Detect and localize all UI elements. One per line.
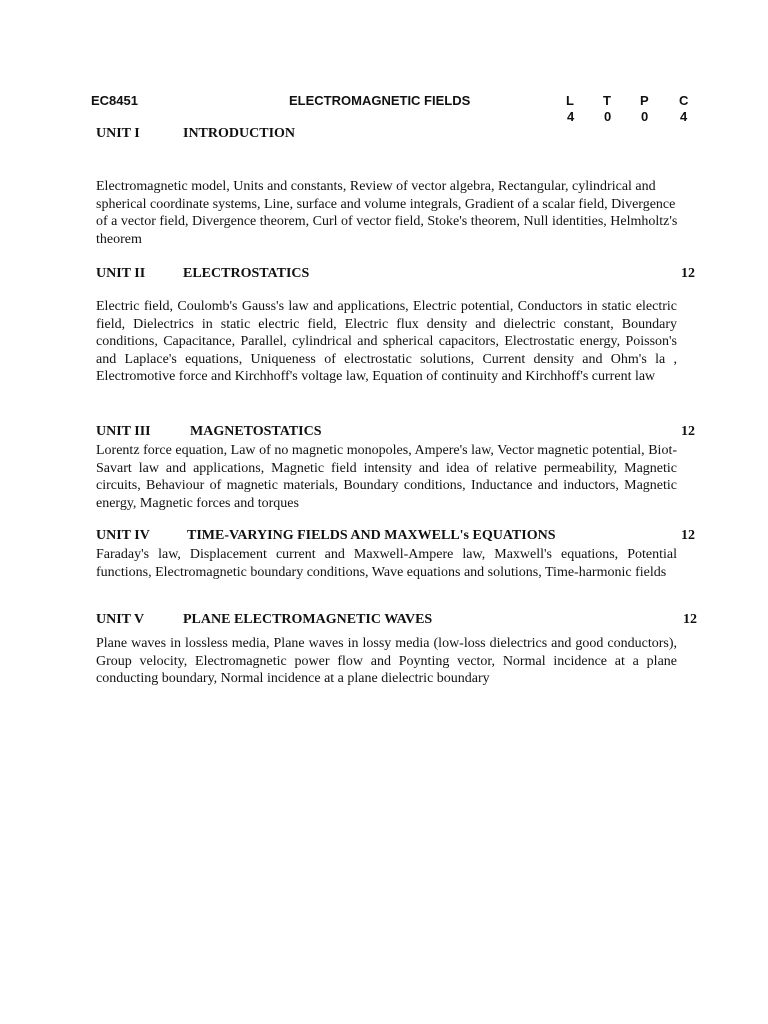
ltpc-label-c: C xyxy=(679,93,689,108)
ltpc-label-l: L xyxy=(566,93,574,108)
unit-1-title: INTRODUCTION xyxy=(183,126,296,141)
ltpc-value-t: 0 xyxy=(604,109,612,124)
unit-2-title: ELECTROSTATICS xyxy=(183,266,310,281)
ltpc-value-p: 0 xyxy=(641,109,649,124)
unit-2-content: Electric field, Coulomb's Gauss's law and applications, Electric potential, Conductors in static electric field, Dielectrics in static electric field, Electric flux density and dielectric constant, Boundary conditions, Capacitance, Parallel, cylindrical and spherical capacitors, Electrostatic energy, Poisson's and Laplace's equations, Uniqueness of electrostatic solutions, Current density and Ohm's la , Electromotive force and Kirchhoff's voltage law, Equation of continuity and Kirchhoff's current law xyxy=(96,299,677,385)
unit-3-content: Lorentz force equation, Law of no magnetic monopoles, Ampere's law, Vector magnetic potential, Biot-Savart law and applications, Magnetic field intensity and idea of relative permeability, Magnetic circuits, Behaviour of magnetic materials, Boundary conditions, Inductance and inductors, Magnetic energy, Magnetic forces and torques xyxy=(96,443,677,511)
unit-5-title: PLANE ELECTROMAGNETIC WAVES xyxy=(183,612,433,627)
unit-5-hours: 12 xyxy=(683,612,697,627)
unit-5-number: UNIT V xyxy=(96,612,145,627)
unit-5-content: Plane waves in lossless media, Plane waves in lossy media (low-loss dielectrics and good conductors), Group velocity, Electromagnetic power flow and Poynting vector, Normal incidence at a plane conducting boundary, Normal incidence at a plane dielectric boundary xyxy=(96,636,677,687)
unit-4-hours: 12 xyxy=(681,528,695,543)
unit-2-hours: 12 xyxy=(681,266,695,281)
unit-3-title: MAGNETOSTATICS xyxy=(190,424,322,439)
unit-1-number: UNIT I xyxy=(96,126,140,141)
ltpc-label-p: P xyxy=(640,93,649,108)
ltpc-value-l: 4 xyxy=(567,109,575,124)
ltpc-value-c: 4 xyxy=(680,109,688,124)
course-code: EC8451 xyxy=(91,93,138,108)
unit-3-number: UNIT III xyxy=(96,424,151,439)
unit-4-number: UNIT IV xyxy=(96,528,150,543)
unit-3-hours: 12 xyxy=(681,424,695,439)
course-title: ELECTROMAGNETIC FIELDS xyxy=(289,93,471,108)
unit-4-title: TIME-VARYING FIELDS AND MAXWELL's EQUATIONS xyxy=(187,528,556,543)
unit-4-content: Faraday's law, Displacement current and Maxwell-Ampere law, Maxwell's equations, Potential functions, Electromagnetic boundary conditions, Wave equations and solutions, Time-harmonic fields xyxy=(96,547,677,580)
unit-1-content: Electromagnetic model, Units and constants, Review of vector algebra, Rectangular, cylindrical and spherical coordinate systems, Line, surface and volume integrals, Gradient of a scalar field, Divergence of a vector field, Divergence theorem, Curl of vector field, Stoke's theorem, Null identities, Helmholtz's theorem xyxy=(96,179,678,247)
ltpc-label-t: T xyxy=(603,93,611,108)
unit-2-number: UNIT II xyxy=(96,266,146,281)
